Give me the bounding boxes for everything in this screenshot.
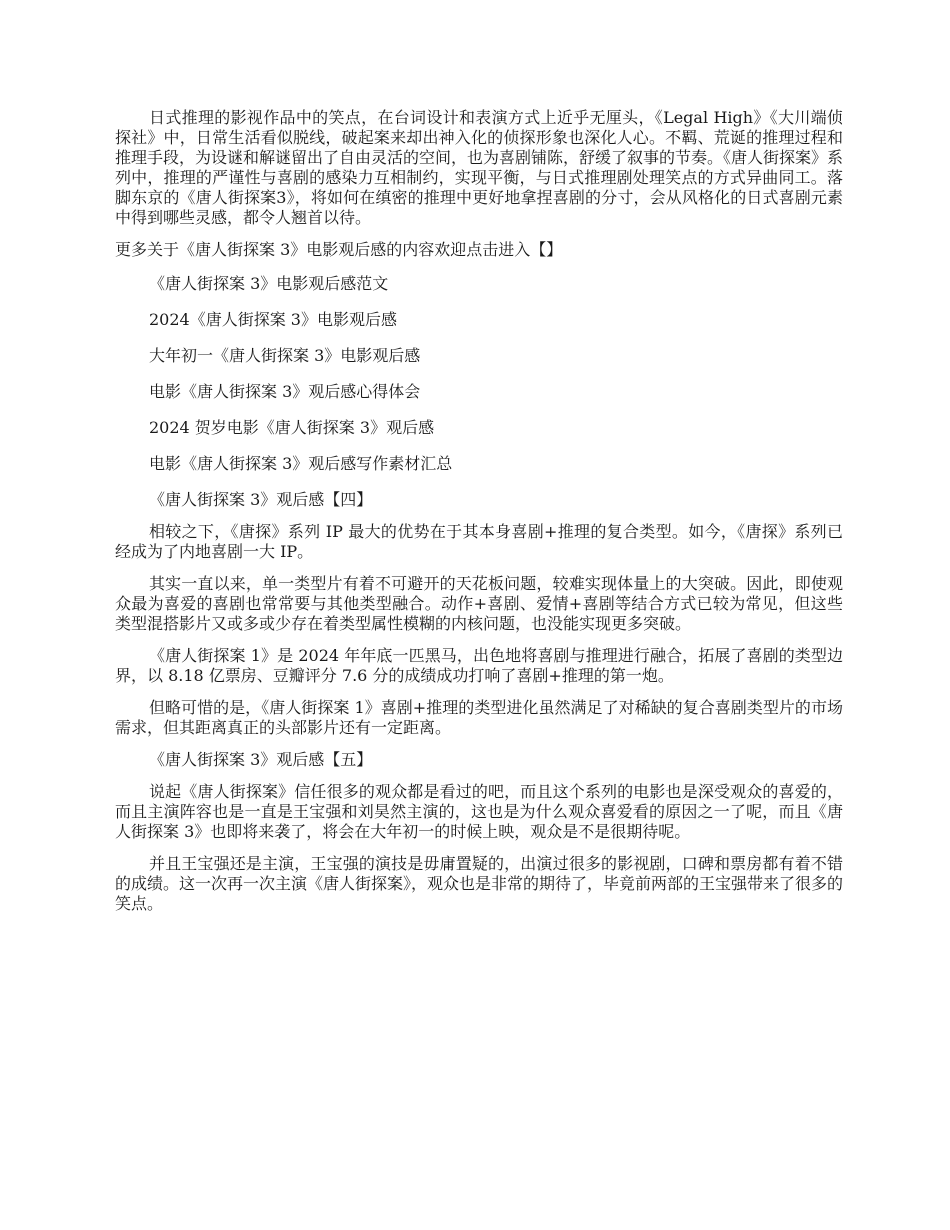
intro-paragraph: 日式推理的影视作品中的笑点，在台词设计和表演方式上近乎无厘头，《Legal High》《大川端侦探社》中，日常生活看似脱线，破起案来却出神入化的侦探形象也深化人心。不羁、荒诞的推理过程和推理手段，为设谜和解谜留出了自由灵活的空间，也为喜剧铺陈，舒缓了叙事的节奏。《唐人街探案》系列中，推理的严谨性与喜剧的感染力互相制约，实现平衡，与日式推理剧处理笑点的方式异曲同工。落脚东京的《唐人街探案3》，将如何在缜密的推理中更好地拿捏喜剧的分寸，会从风格化的日式喜剧元素中得到哪些灵感，都令人翘首以待。	[115, 108, 844, 227]
section4-paragraph: 相较之下，《唐探》系列 IP 最大的优势在于其本身喜剧+推理的复合类型。如今，《唐探》系列已经成为了内地喜剧一大 IP。	[115, 522, 843, 561]
related-link[interactable]: 2024 贺岁电影《唐人街探案 3》观后感	[149, 418, 435, 437]
section5-paragraph: 并且王宝强还是主演，王宝强的演技是毋庸置疑的，出演过很多的影视剧，口碑和票房都有着不错的成绩。这一次再一次主演《唐人街探案》，观众也是非常的期待了，毕竟前两部的王宝强带来了很多的笑点。	[115, 854, 844, 913]
related-link[interactable]: 大年初一《唐人街探案 3》电影观后感	[149, 346, 421, 365]
related-link[interactable]: 2024《唐人街探案 3》电影观后感	[149, 310, 397, 329]
section-heading-5: 《唐人街探案 3》观后感【五】	[149, 750, 373, 769]
section4-paragraph: 《唐人街探案 1》是 2024 年年底一匹黑马，出色地将喜剧与推理进行融合，拓展了喜剧的类型边界，以 8.18 亿票房、豆瓣评分 7.6 分的成绩成功打响了喜剧+推理的第一炮。	[115, 646, 843, 685]
document-page	[115, 108, 843, 926]
related-link[interactable]: 电影《唐人街探案 3》观后感写作素材汇总	[149, 454, 453, 473]
related-links-list	[115, 274, 843, 474]
section4-paragraph: 其实一直以来，单一类型片有着不可避开的天花板问题，较难实现体量上的大突破。因此，即使观众最为喜爱的喜剧也常常要与其他类型融合。动作+喜剧、爱情+喜剧等结合方式已较为常见，但这些类型混搭影片又或多或少存在着类型属性模糊的内核问题，也没能实现更多突破。	[115, 574, 843, 633]
section5-paragraph: 说起《唐人街探案》信任很多的观众都是看过的吧，而且这个系列的电影也是深受观众的喜爱的，而且主演阵容也是一直是王宝强和刘昊然主演的，这也是为什么观众喜爱看的原因之一了呢，而且《唐人街探案 3》也即将来袭了，将会在大年初一的时候上映，观众是不是很期待呢。	[115, 782, 843, 841]
related-link[interactable]: 电影《唐人街探案 3》观后感心得体会	[149, 382, 421, 401]
more-link-line[interactable]: 更多关于《唐人街探案 3》电影观后感的内容欢迎点击进入【】	[115, 240, 563, 259]
section4-paragraph: 但略可惜的是，《唐人街探案 1》喜剧+推理的类型进化虽然满足了对稀缺的复合喜剧类型片的市场需求，但其距离真正的头部影片还有一定距离。	[115, 698, 843, 737]
section-heading-4: 《唐人街探案 3》观后感【四】	[149, 490, 373, 509]
related-link[interactable]: 《唐人街探案 3》电影观后感范文	[149, 274, 389, 293]
